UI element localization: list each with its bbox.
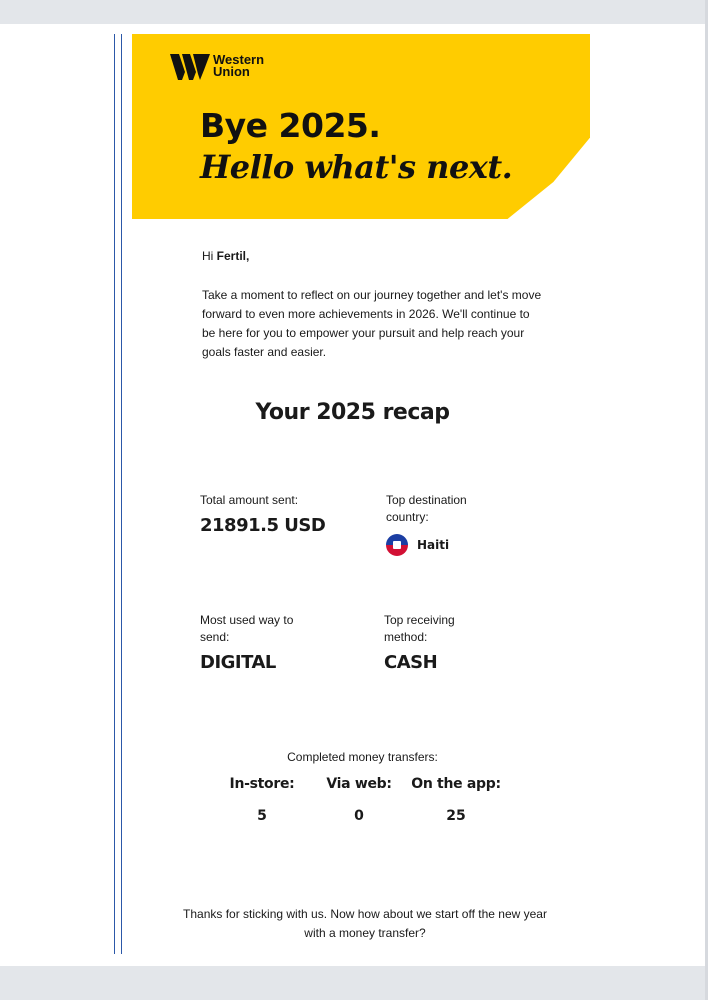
- most-used-way-value: DIGITAL: [200, 652, 276, 673]
- top-destination-label: Top destination country:: [386, 493, 467, 524]
- top-receiving-value: CASH: [384, 652, 438, 673]
- logo-wordmark: [213, 54, 264, 78]
- total-sent-value: 21891.5 USD: [200, 515, 326, 536]
- headline-hello: Hello what's next.: [200, 148, 513, 186]
- haiti-flag-icon: [386, 534, 408, 556]
- top-receiving-label: Top receiving method:: [384, 613, 455, 644]
- most-used-way-label: Most used way to send:: [200, 613, 294, 644]
- scan-border-bottom: [0, 966, 708, 1000]
- transfer-column-value: 0: [354, 808, 364, 824]
- western-union-logo: [170, 52, 264, 80]
- scan-border-top: [0, 0, 708, 24]
- closing-paragraph: Thanks for sticking with us. Now how about we start off the new year with a money transfer?: [183, 907, 547, 940]
- margin-line: [121, 34, 122, 954]
- transfer-column-label: In-store:: [229, 776, 295, 792]
- greeting: [202, 249, 249, 263]
- top-receiving-stat: [384, 612, 494, 673]
- transfers-label: Completed money transfers:: [287, 750, 438, 764]
- transfer-column-in-store: [207, 776, 317, 824]
- greeting-prefix: Hi: [202, 249, 217, 263]
- top-destination-value: Haiti: [417, 538, 450, 552]
- total-sent-stat: [200, 492, 325, 536]
- intro-paragraph: Take a moment to reflect on our journey together and let's move forward to even more achievements in 2026. We'll continue to be here for you to empower your pursuit and help reach your goals faster and easier.: [202, 288, 542, 359]
- total-sent-label: Total amount sent:: [200, 493, 299, 507]
- most-used-way-stat: [200, 612, 310, 673]
- transfer-column-value: 5: [257, 808, 267, 824]
- transfer-column-label: Via web:: [326, 776, 392, 792]
- transfer-column-value: 25: [446, 808, 466, 824]
- transfer-column-via-web: [304, 776, 414, 824]
- recap-title: Your 2025 recap: [255, 400, 450, 425]
- logo-line-1: Western: [213, 52, 265, 67]
- greeting-name: Fertil,: [216, 249, 250, 263]
- headline-bye: Bye 2025.: [200, 106, 381, 145]
- transfer-column-label: On the app:: [411, 776, 501, 792]
- transfer-column-on-the-app: [401, 776, 511, 824]
- logo-line-2: Union: [213, 64, 250, 79]
- top-destination-stat: [386, 492, 496, 556]
- margin-line: [114, 34, 115, 954]
- western-union-logo-icon: [170, 52, 210, 80]
